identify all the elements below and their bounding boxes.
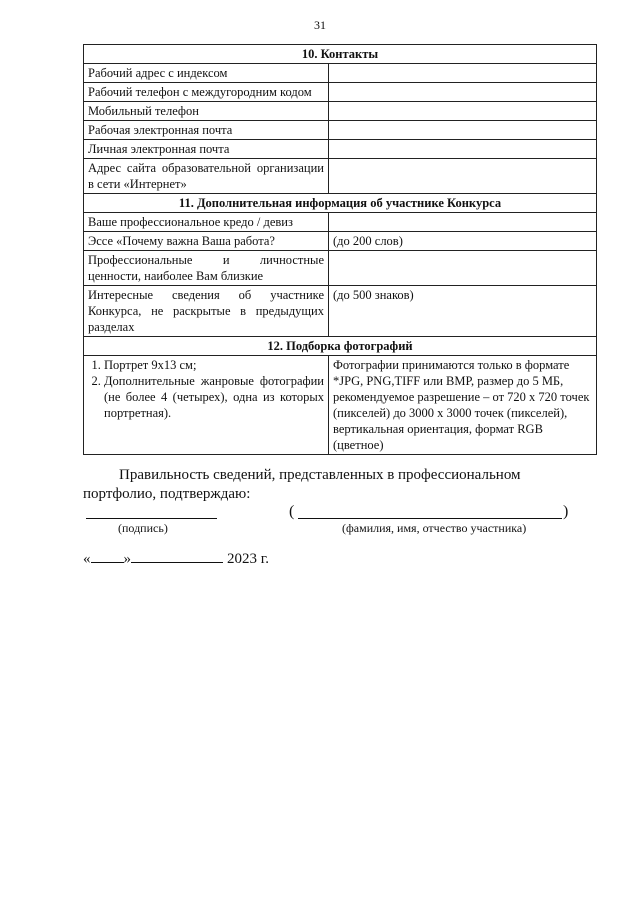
- field-value-cell[interactable]: [329, 121, 597, 140]
- field-value-cell[interactable]: (до 500 знаков): [329, 286, 597, 337]
- table-row: [84, 64, 597, 83]
- field-label: Рабочая электронная почта: [84, 121, 329, 140]
- field-value-cell[interactable]: [329, 140, 597, 159]
- table-row: [84, 102, 597, 121]
- section-title: 10. Контакты: [84, 45, 597, 64]
- list-item: 1. Портрет 9х13 см;: [104, 357, 324, 373]
- field-value-cell[interactable]: [329, 251, 597, 286]
- confirmation-text: Правильность сведений, представленных в профессиональном портфолио, подтверждаю:: [83, 467, 521, 502]
- full-name-line[interactable]: [298, 518, 562, 519]
- month-blank[interactable]: [131, 562, 223, 563]
- photo-list-cell: [84, 356, 329, 455]
- field-label: Эссе «Почему важна Ваша работа?: [84, 232, 329, 251]
- section-header-additional: [84, 194, 597, 213]
- date-close-quote: »: [123, 551, 131, 567]
- portfolio-form-table: [83, 44, 597, 455]
- photo-list: [88, 357, 324, 421]
- table-row: [84, 286, 597, 337]
- date-open-quote: «: [83, 551, 91, 567]
- list-item: 2. Дополнительные жанровые фотографии (не более 4 (четырех), одна из которых портретная).: [104, 373, 324, 421]
- day-blank[interactable]: [91, 562, 124, 563]
- table-row: [84, 356, 597, 455]
- table-row: [84, 140, 597, 159]
- field-label: Ваше профессиональное кредо / девиз: [84, 213, 329, 232]
- table-row: [84, 213, 597, 232]
- field-label: Адрес сайта образовательной организации в сети «Интернет»: [84, 159, 329, 194]
- field-label: Личная электронная почта: [84, 140, 329, 159]
- field-label: Рабочий адрес с индексом: [84, 64, 329, 83]
- date-year: 2023 г.: [227, 551, 269, 567]
- field-value-cell[interactable]: (до 200 слов): [329, 232, 597, 251]
- field-label: Мобильный телефон: [84, 102, 329, 121]
- field-label: Рабочий телефон с междугородним кодом: [84, 83, 329, 102]
- table-row: [84, 159, 597, 194]
- section-header-photos: [84, 337, 597, 356]
- photo-requirements: Фотографии принимаются только в формате *JPG, PNG,TIFF или BMP, размер до 5 МБ, рекомендуемое разрешение – от 720 х 720 точек (пикселей) до 3000 х 3000 точек (пикселей), вертикальная ориентация, формат RGB (цветное): [329, 356, 597, 455]
- field-label: Профессиональные и личностные ценности, наиболее Вам близкие: [84, 251, 329, 286]
- table-row: [84, 251, 597, 286]
- table-row: [84, 232, 597, 251]
- signature-line[interactable]: [86, 518, 217, 519]
- table-row: [84, 83, 597, 102]
- date-line: [83, 551, 269, 568]
- paren-open: (: [289, 503, 295, 520]
- field-value-cell[interactable]: [329, 213, 597, 232]
- field-value-cell[interactable]: [329, 64, 597, 83]
- paren-close: ): [563, 503, 569, 520]
- section-title: 11. Дополнительная информация об участнике Конкурса: [84, 194, 597, 213]
- full-name-caption: (фамилия, имя, отчество участника): [342, 521, 527, 535]
- section-header-contacts: [84, 45, 597, 64]
- table-row: [84, 121, 597, 140]
- field-value-cell[interactable]: [329, 83, 597, 102]
- field-value-cell[interactable]: [329, 102, 597, 121]
- section-title: 12. Подборка фотографий: [84, 337, 597, 356]
- signature-caption: (подпись): [118, 521, 168, 535]
- page-number: 31: [314, 18, 326, 32]
- field-label: Интересные сведения об участнике Конкурса, не раскрытые в предыдущих разделах: [84, 286, 329, 337]
- field-value-cell[interactable]: [329, 159, 597, 194]
